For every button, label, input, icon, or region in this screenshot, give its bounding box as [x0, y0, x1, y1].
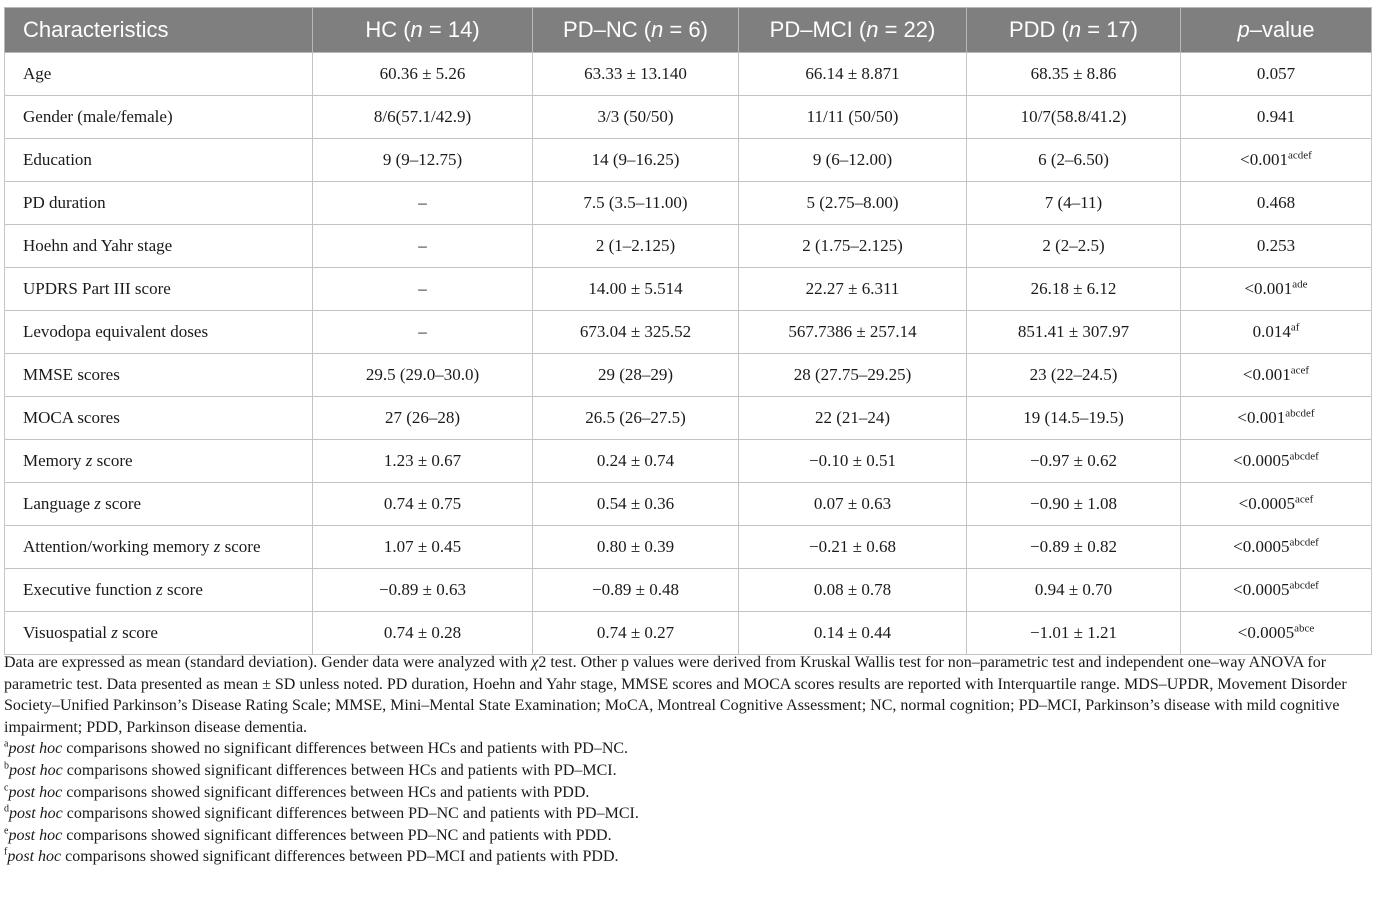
- footnote: $^b$post hoc comparisons showed significant differences between HCs and patients with PD–MCI.: [4, 760, 617, 779]
- significance-marks: af: [1290, 321, 1300, 334]
- footnote: $^c$post hoc comparisons showed significant differences between HCs and patients with PDD.: [4, 782, 590, 801]
- cell-pd-nc: 3/3 (50/50): [533, 96, 739, 139]
- cell-pdd: 26.18 ± 6.12: [967, 268, 1181, 311]
- cell-hc: 27 (26–28): [313, 397, 533, 440]
- table-row: [5, 354, 1372, 397]
- row-label: Executive function z score: [5, 569, 313, 612]
- cell-pd-nc: 0.74 ± 0.27: [533, 612, 739, 655]
- cell-pd-mci: 567.7386 ± 257.14: [739, 311, 967, 354]
- cell-hc: –: [313, 268, 533, 311]
- cell-hc: 1.23 ± 0.67: [313, 440, 533, 483]
- cell-pdd: −0.89 ± 0.82: [967, 526, 1181, 569]
- row-label: Language z score: [5, 483, 313, 526]
- row-label: MMSE scores: [5, 354, 313, 397]
- cell-pd-mci: 2 (1.75–2.125): [739, 225, 967, 268]
- cell-pd-nc: 0.24 ± 0.74: [533, 440, 739, 483]
- cell-hc: 29.5 (29.0–30.0): [313, 354, 533, 397]
- cell-pd-nc: 14.00 ± 5.514: [533, 268, 739, 311]
- table-notes: [4, 652, 1366, 868]
- significance-marks: abcdef: [1285, 407, 1315, 420]
- significance-marks: acef: [1290, 364, 1310, 377]
- cell-pd-mci: −0.21 ± 0.68: [739, 526, 967, 569]
- significance-marks: abcdef: [1289, 579, 1319, 592]
- row-label: Education: [5, 139, 313, 182]
- header-pd-mci: PD–MCI (n = 22): [739, 8, 967, 53]
- row-label: Memory z score: [5, 440, 313, 483]
- footnote-mark: a: [4, 739, 9, 751]
- cell-pd-nc: 63.33 ± 13.140: [533, 53, 739, 96]
- footnote-mark: b: [4, 760, 9, 772]
- cell-pdd: 10/7(58.8/41.2): [967, 96, 1181, 139]
- cell-pd-mci: 66.14 ± 8.871: [739, 53, 967, 96]
- footnote: $^e$post hoc comparisons showed significant differences between PD–NC and patients with PDD.: [4, 825, 612, 844]
- row-label: Hoehn and Yahr stage: [5, 225, 313, 268]
- cell-pdd: 851.41 ± 307.97: [967, 311, 1181, 354]
- table-row: [5, 182, 1372, 225]
- cell-pd-nc: 673.04 ± 325.52: [533, 311, 739, 354]
- cell-p-value: $<0.0005^{abcdef}$: [1181, 569, 1372, 612]
- significance-marks: acef: [1295, 493, 1314, 506]
- footnote-mark: f: [4, 847, 8, 859]
- cell-pd-mci: 28 (27.75–29.25): [739, 354, 967, 397]
- cell-hc: –: [313, 225, 533, 268]
- cell-p-value: 0.941: [1181, 96, 1372, 139]
- cell-p-value: 0.468: [1181, 182, 1372, 225]
- cell-p-value: $<0.0005^{abce}$: [1181, 612, 1372, 655]
- cell-pdd: −0.97 ± 0.62: [967, 440, 1181, 483]
- cell-pd-nc: −0.89 ± 0.48: [533, 569, 739, 612]
- table-body: [5, 53, 1372, 655]
- cell-pd-mci: 0.08 ± 0.78: [739, 569, 967, 612]
- row-label: Age: [5, 53, 313, 96]
- cell-hc: 0.74 ± 0.28: [313, 612, 533, 655]
- footnote-mark: d: [4, 803, 9, 815]
- cell-p-value: $<0.0005^{abcdef}$: [1181, 440, 1372, 483]
- header-characteristics: Characteristics: [5, 8, 313, 53]
- row-label: Attention/working memory z score: [5, 526, 313, 569]
- table-row: [5, 612, 1372, 655]
- table-row: [5, 53, 1372, 96]
- cell-p-value: $<0.001^{acef}$: [1181, 354, 1372, 397]
- header-pdd: PDD (n = 17): [967, 8, 1181, 53]
- cell-pdd: 6 (2–6.50): [967, 139, 1181, 182]
- significance-marks: abcdef: [1289, 536, 1319, 549]
- cell-p-value: $<0.001^{abcdef}$: [1181, 397, 1372, 440]
- cell-pd-mci: −0.10 ± 0.51: [739, 440, 967, 483]
- significance-marks: abce: [1294, 622, 1315, 635]
- table-row: [5, 311, 1372, 354]
- cell-pd-nc: 26.5 (26–27.5): [533, 397, 739, 440]
- cell-hc: 60.36 ± 5.26: [313, 53, 533, 96]
- footnote-mark: c: [4, 782, 9, 794]
- row-label: Visuospatial z score: [5, 612, 313, 655]
- footnote: $^f$post hoc comparisons showed significant differences between PD–MCI and patients with PDD.: [4, 847, 619, 866]
- cell-hc: 1.07 ± 0.45: [313, 526, 533, 569]
- cell-p-value: $<0.0005^{acef}$: [1181, 483, 1372, 526]
- table-row: [5, 139, 1372, 182]
- cell-pd-nc: 2 (1–2.125): [533, 225, 739, 268]
- cell-p-value: $<0.001^{acdef}$: [1181, 139, 1372, 182]
- cell-p-value: 0.057: [1181, 53, 1372, 96]
- cell-pd-mci: 0.14 ± 0.44: [739, 612, 967, 655]
- footnote: $^a$post hoc comparisons showed no significant differences between HCs and patients with PD–NC.: [4, 739, 629, 758]
- cell-pd-mci: 5 (2.75–8.00): [739, 182, 967, 225]
- cell-pdd: 23 (22–24.5): [967, 354, 1181, 397]
- significance-marks: abcdef: [1289, 450, 1319, 463]
- cell-pd-nc: 7.5 (3.5–11.00): [533, 182, 739, 225]
- cell-pd-nc: 14 (9–16.25): [533, 139, 739, 182]
- table-row: [5, 225, 1372, 268]
- cell-pd-mci: 11/11 (50/50): [739, 96, 967, 139]
- footnotes-list: [4, 738, 1366, 868]
- cell-pd-nc: 0.80 ± 0.39: [533, 526, 739, 569]
- cell-pd-nc: 29 (28–29): [533, 354, 739, 397]
- cell-p-value: $<0.0005^{abcdef}$: [1181, 526, 1372, 569]
- cell-pdd: −1.01 ± 1.21: [967, 612, 1181, 655]
- cell-pdd: 0.94 ± 0.70: [967, 569, 1181, 612]
- header-row: [5, 8, 1372, 53]
- notes-main: Data are expressed as mean (standard deviation). Gender data were analyzed with χ2 test. Other p values were derived from Kruskal Wallis test for non–parametric test and independent one–way ANOVA for parametric test. Data presented as mean ± SD unless noted. PD duration, Hoehn and Yahr stage, MMSE scores and MOCA scores results are reported with Interquartile range. MDS–UPDR, Movement Disorder Society–Unified Parkinson’s Disease Rating Scale; MMSE, Mini–Mental State Examination; MoCA, Montreal Cognitive Assessment; NC, normal cognition; PD–MCI, Parkinson’s disease with mild cognitive impairment; PDD, Parkinson disease dementia.: [4, 654, 1347, 736]
- cell-pd-mci: 9 (6–12.00): [739, 139, 967, 182]
- table-row: [5, 483, 1372, 526]
- characteristics-table: [4, 7, 1372, 655]
- significance-marks: acdef: [1288, 149, 1312, 162]
- cell-hc: –: [313, 311, 533, 354]
- header-p-value: p–value: [1181, 8, 1372, 53]
- header-pd-nc: PD–NC (n = 6): [533, 8, 739, 53]
- footnote-mark: e: [4, 825, 9, 837]
- cell-p-value: 0.253: [1181, 225, 1372, 268]
- table-row: [5, 526, 1372, 569]
- cell-p-value: 0.014$^{af}$: [1181, 311, 1372, 354]
- row-label: Gender (male/female): [5, 96, 313, 139]
- footnote: $^d$post hoc comparisons showed significant differences between PD–NC and patients with PD–MCI.: [4, 803, 639, 823]
- cell-hc: 9 (9–12.75): [313, 139, 533, 182]
- header-hc: HC (n = 14): [313, 8, 533, 53]
- cell-hc: 8/6(57.1/42.9): [313, 96, 533, 139]
- cell-pdd: −0.90 ± 1.08: [967, 483, 1181, 526]
- cell-pd-mci: 0.07 ± 0.63: [739, 483, 967, 526]
- table-row: [5, 268, 1372, 311]
- cell-pdd: 68.35 ± 8.86: [967, 53, 1181, 96]
- cell-pd-mci: 22.27 ± 6.311: [739, 268, 967, 311]
- cell-pd-nc: 0.54 ± 0.36: [533, 483, 739, 526]
- row-label: PD duration: [5, 182, 313, 225]
- cell-pdd: 7 (4–11): [967, 182, 1181, 225]
- row-label: UPDRS Part III score: [5, 268, 313, 311]
- cell-pdd: 19 (14.5–19.5): [967, 397, 1181, 440]
- cell-pd-mci: 22 (21–24): [739, 397, 967, 440]
- cell-hc: −0.89 ± 0.63: [313, 569, 533, 612]
- row-label: Levodopa equivalent doses: [5, 311, 313, 354]
- cell-pdd: 2 (2–2.5): [967, 225, 1181, 268]
- table-row: [5, 440, 1372, 483]
- cell-p-value: <0.001$^{ade}$: [1181, 268, 1372, 311]
- cell-hc: –: [313, 182, 533, 225]
- cell-hc: 0.74 ± 0.75: [313, 483, 533, 526]
- significance-marks: ade: [1292, 278, 1308, 291]
- table-container: [4, 7, 1371, 655]
- table-row: [5, 397, 1372, 440]
- table-row: [5, 569, 1372, 612]
- row-label: MOCA scores: [5, 397, 313, 440]
- table-row: [5, 96, 1372, 139]
